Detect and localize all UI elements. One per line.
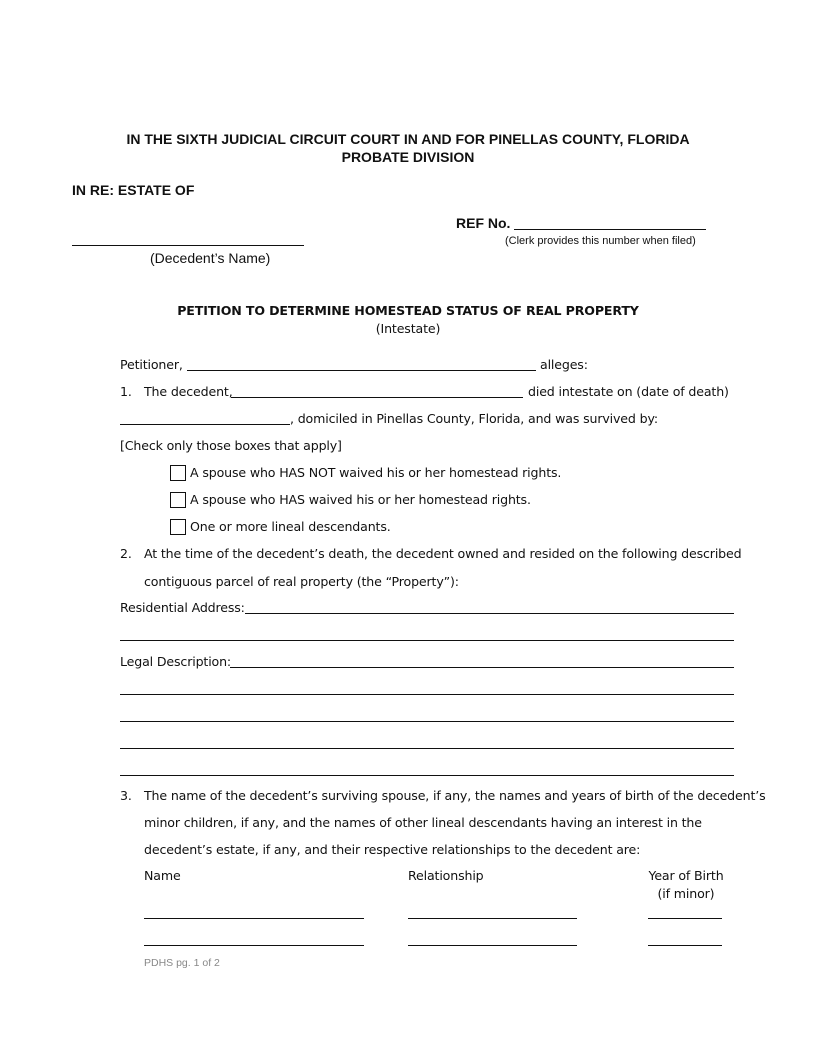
checkbox-lineal-descendants-label: One or more lineal descendants. [190,519,391,534]
column-header-relationship: Relationship [408,868,484,883]
item1-text-end: died intestate on (date of death) [528,384,729,399]
legal-description-label: Legal Description: [120,654,232,669]
row1-relationship-field[interactable] [408,918,577,919]
ref-no-field[interactable] [514,229,706,230]
row1-year-field[interactable] [648,918,722,919]
legal-description-field-4[interactable] [120,748,734,749]
petitioner-label: Petitioner, [120,357,183,372]
item3-line1: The name of the decedent’s surviving spouse, if any, the names and years of birth of the decedent’s [144,788,766,803]
item3-number: 3. [120,788,132,803]
item3-line2: minor children, if any, and the names of other lineal descendants having an interest in the [144,815,702,830]
item2-line2: contiguous parcel of real property (the “Property”): [144,574,459,589]
check-instruction: [Check only those boxes that apply] [120,438,342,453]
legal-description-field-3[interactable] [120,721,734,722]
row1-name-field[interactable] [144,918,364,919]
checkbox-lineal-descendants[interactable] [170,519,186,535]
ref-no-note: (Clerk provides this number when filed) [505,235,696,247]
row2-relationship-field[interactable] [408,945,577,946]
ref-no-label: REF No. [456,215,511,231]
page-footer: PDHS pg. 1 of 2 [144,957,220,969]
column-header-if-minor: (if minor) [657,886,715,901]
petition-title: PETITION TO DETERMINE HOMESTEAD STATUS OF REAL PROPERTY [177,303,639,318]
row2-year-field[interactable] [648,945,722,946]
legal-description-field[interactable] [230,667,734,668]
legal-description-field-5[interactable] [120,775,734,776]
checkbox-spouse-waived-label: A spouse who HAS waived his or her homestead rights. [190,492,531,507]
checkbox-spouse-not-waived[interactable] [170,465,186,481]
in-re-estate-label: IN RE: ESTATE OF [72,182,195,198]
item2-number: 2. [120,546,132,561]
row2-name-field[interactable] [144,945,364,946]
column-header-year-of-birth: Year of Birth [648,868,724,883]
alleges-text: alleges: [540,357,588,372]
decedent-field[interactable] [231,397,523,398]
checkbox-spouse-waived[interactable] [170,492,186,508]
residential-address-field[interactable] [245,613,734,614]
item1-text-start: The decedent, [144,384,233,399]
court-heading-line1: IN THE SIXTH JUDICIAL CIRCUIT COURT IN AND FOR PINELLAS COUNTY, FLORIDA [126,131,690,147]
item2-line1: At the time of the decedent’s death, the decedent owned and resided on the following described [144,546,742,561]
petition-subtitle: (Intestate) [375,321,441,336]
item1-line2: , domiciled in Pinellas County, Florida, and was survived by: [290,411,658,426]
item1-number: 1. [120,384,132,399]
column-header-name: Name [144,868,181,883]
date-of-death-field[interactable] [120,424,290,425]
petitioner-name-field[interactable] [187,370,536,371]
legal-description-field-2[interactable] [120,694,734,695]
decedent-name-caption: (Decedent’s Name) [150,250,271,266]
item3-line3: decedent’s estate, if any, and their respective relationships to the decedent are: [144,842,641,857]
court-heading-line2: PROBATE DIVISION [341,149,475,165]
residential-address-label: Residential Address: [120,600,245,615]
decedent-name-field[interactable] [72,245,304,246]
residential-address-field-2[interactable] [120,640,734,641]
checkbox-spouse-not-waived-label: A spouse who HAS NOT waived his or her homestead rights. [190,465,562,480]
